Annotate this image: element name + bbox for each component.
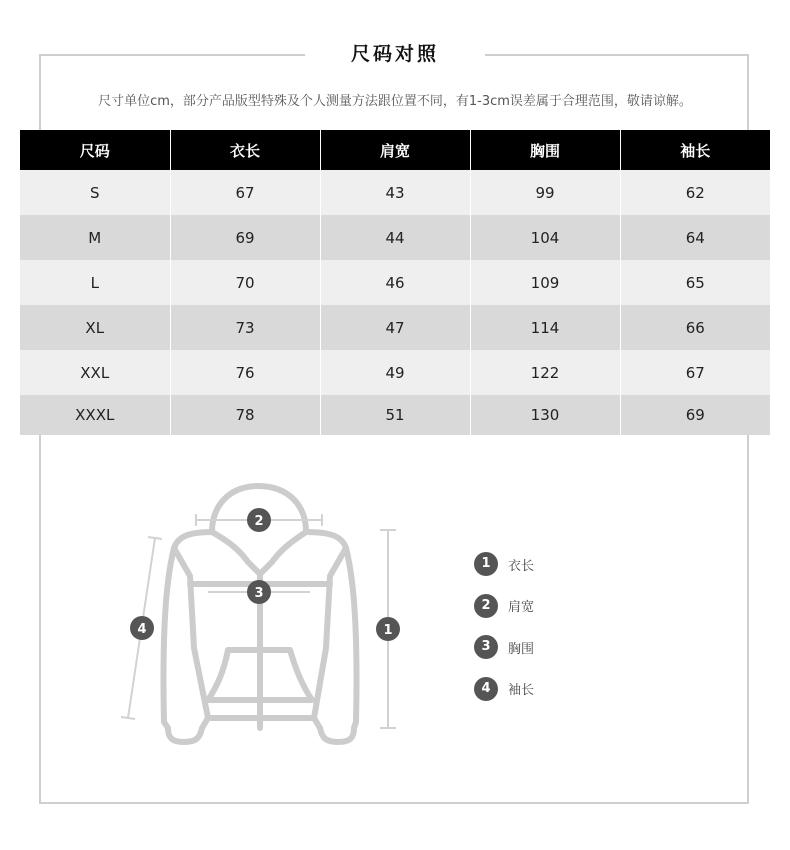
cell-size: S bbox=[20, 170, 170, 215]
legend-item bbox=[474, 677, 534, 701]
legend-label: 袖长 bbox=[508, 683, 535, 698]
cell-shoulder: 44 bbox=[320, 215, 470, 260]
garment-diagram bbox=[100, 470, 420, 770]
marker-sleeve bbox=[130, 616, 154, 640]
legend-number: 1 bbox=[474, 552, 498, 576]
page-title: 尺码对照 bbox=[350, 43, 439, 65]
cell-length: 78 bbox=[170, 395, 320, 435]
cell-sleeve: 62 bbox=[620, 170, 770, 215]
table-row bbox=[20, 170, 770, 215]
measurement-legend bbox=[474, 552, 534, 718]
cell-shoulder: 47 bbox=[320, 305, 470, 350]
svg-text:2: 2 bbox=[254, 514, 264, 529]
legend-label: 衣长 bbox=[508, 558, 535, 574]
cell-chest: 114 bbox=[470, 305, 620, 350]
header-length: 衣长 bbox=[170, 130, 320, 170]
header-shoulder: 肩宽 bbox=[320, 130, 470, 170]
cell-size: XXXL bbox=[20, 395, 170, 435]
cell-length: 69 bbox=[170, 215, 320, 260]
cell-length: 73 bbox=[170, 305, 320, 350]
legend-label: 胸围 bbox=[508, 641, 535, 657]
table-row bbox=[20, 395, 770, 435]
table-row bbox=[20, 215, 770, 260]
cell-shoulder: 51 bbox=[320, 395, 470, 435]
cell-chest: 99 bbox=[470, 170, 620, 215]
cell-shoulder: 43 bbox=[320, 170, 470, 215]
svg-text:4: 4 bbox=[137, 622, 147, 637]
table-row bbox=[20, 260, 770, 305]
legend-number: 3 bbox=[474, 635, 498, 659]
cell-sleeve: 66 bbox=[620, 305, 770, 350]
svg-text:1: 1 bbox=[383, 623, 393, 638]
cell-size: L bbox=[20, 260, 170, 305]
header-sleeve: 袖长 bbox=[620, 130, 770, 170]
measurement-note: 尺寸单位cm，部分产品版型特殊及个人测量方法跟位置不同，有1-3cm误差属于合理范围，敬请谅解。 bbox=[98, 94, 692, 109]
size-table bbox=[20, 130, 770, 435]
cell-sleeve: 64 bbox=[620, 215, 770, 260]
cell-size: XL bbox=[20, 305, 170, 350]
header-chest: 胸围 bbox=[470, 130, 620, 170]
cell-length: 70 bbox=[170, 260, 320, 305]
svg-text:3: 3 bbox=[254, 586, 264, 601]
title-block bbox=[305, 38, 485, 70]
cell-chest: 109 bbox=[470, 260, 620, 305]
marker-length bbox=[376, 617, 400, 641]
cell-chest: 122 bbox=[470, 350, 620, 395]
legend-number: 2 bbox=[474, 594, 498, 618]
cell-shoulder: 49 bbox=[320, 350, 470, 395]
cell-size: M bbox=[20, 215, 170, 260]
cell-sleeve: 65 bbox=[620, 260, 770, 305]
legend-item bbox=[474, 552, 534, 576]
legend-item bbox=[474, 635, 534, 659]
legend-label: 肩宽 bbox=[508, 600, 535, 615]
cell-shoulder: 46 bbox=[320, 260, 470, 305]
hoodie-outline-icon bbox=[100, 470, 420, 770]
table-header-row bbox=[20, 130, 770, 170]
table-row bbox=[20, 305, 770, 350]
cell-sleeve: 69 bbox=[620, 395, 770, 435]
cell-chest: 104 bbox=[470, 215, 620, 260]
table-row bbox=[20, 350, 770, 395]
cell-length: 67 bbox=[170, 170, 320, 215]
cell-length: 76 bbox=[170, 350, 320, 395]
marker-shoulder bbox=[247, 508, 271, 532]
legend-item bbox=[474, 594, 534, 618]
cell-size: XXL bbox=[20, 350, 170, 395]
cell-chest: 130 bbox=[470, 395, 620, 435]
legend-number: 4 bbox=[474, 677, 498, 701]
header-size: 尺码 bbox=[20, 130, 170, 170]
cell-sleeve: 67 bbox=[620, 350, 770, 395]
marker-chest bbox=[247, 580, 271, 604]
